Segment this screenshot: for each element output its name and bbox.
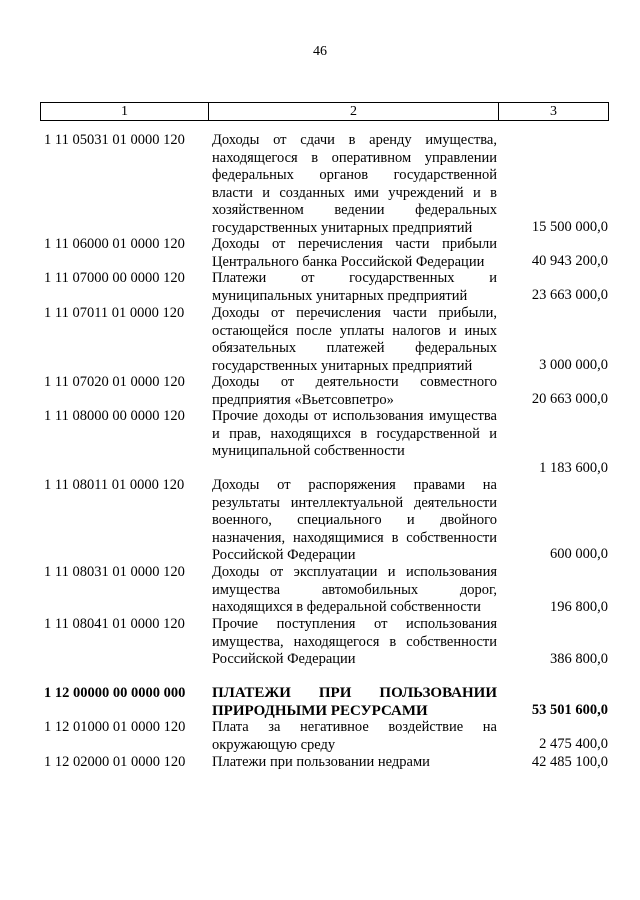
- row-code: 1 11 05031 01 0000 120: [44, 132, 185, 148]
- row-code: 1 11 07011 01 0000 120: [44, 305, 185, 321]
- row-amount: 23 663 000,0: [531, 287, 608, 303]
- row-amount: 2 475 400,0: [539, 736, 608, 752]
- row-amount: 196 800,0: [550, 599, 608, 615]
- column-header-table: [40, 102, 609, 121]
- row-description: Платежи от государственных и муниципальных унитарных предприятий: [212, 270, 497, 304]
- row-code: 1 11 08031 01 0000 120: [44, 564, 185, 580]
- row-code: 1 11 06000 01 0000 120: [44, 236, 185, 252]
- row-amount: 15 500 000,0: [531, 219, 608, 235]
- row-description: Плата за негативное воздействие на окружающую среду: [212, 719, 497, 753]
- column-header-2: 2: [209, 103, 499, 121]
- row-amount: 40 943 200,0: [531, 253, 608, 269]
- row-description: Доходы от перечисления части прибыли, остающейся после уплаты налогов и иных обязательных платежей федеральных государственных унитарных предприятий: [212, 305, 497, 374]
- row-code: 1 11 07000 00 0000 120: [44, 270, 185, 286]
- row-description: Доходы от сдачи в аренду имущества, находящегося в оперативном управлении федеральных органов государственной власти и созданных ими учреждений и в хозяйственном ведении федеральных государственных унитарных предприятий: [212, 132, 497, 236]
- row-description: ПЛАТЕЖИ ПРИ ПОЛЬЗОВАНИИ ПРИРОДНЫМИ РЕСУРСАМИ: [212, 685, 497, 719]
- row-code: 1 11 08011 01 0000 120: [44, 477, 185, 493]
- row-description: Доходы от эксплуатации и использования имущества автомобильных дорог, находящихся в федеральной собственности: [212, 564, 497, 615]
- row-code: 1 12 02000 01 0000 120: [44, 754, 186, 770]
- row-description: Прочие поступления от использования имущества, находящегося в собственности Российской Федерации: [212, 616, 497, 667]
- row-amount: 1 183 600,0: [539, 460, 608, 476]
- row-description: Доходы от перечисления части прибыли Центрального банка Российской Федерации: [212, 236, 497, 270]
- column-header-1: 1: [41, 103, 209, 121]
- row-amount: 20 663 000,0: [531, 391, 608, 407]
- row-code: 1 11 08000 00 0000 120: [44, 408, 185, 424]
- page-number: 46: [313, 44, 327, 59]
- row-amount: 600 000,0: [550, 546, 608, 562]
- row-amount: 386 800,0: [550, 651, 608, 667]
- row-code: 1 12 00000 00 0000 000: [44, 685, 186, 701]
- column-header-row: [41, 103, 609, 121]
- row-amount: 42 485 100,0: [531, 754, 608, 770]
- row-code: 1 12 01000 01 0000 120: [44, 719, 186, 735]
- row-amount: 53 501 600,0: [531, 702, 608, 718]
- row-description: Доходы от распоряжения правами на результаты интеллектуальной деятельности военного, специального и двойного назначения, находящимися в собственности Российской Федерации: [212, 477, 497, 563]
- row-description: Прочие доходы от использования имущества и прав, находящихся в государственной и муниципальной собственности: [212, 408, 497, 459]
- row-code: 1 11 08041 01 0000 120: [44, 616, 185, 632]
- row-code: 1 11 07020 01 0000 120: [44, 374, 185, 390]
- row-description: Платежи при пользовании недрами: [212, 754, 430, 770]
- row-description: Доходы от деятельности совместного предприятия «Вьетсовпетро»: [212, 374, 497, 408]
- row-amount: 3 000 000,0: [539, 357, 608, 373]
- column-header-3: 3: [499, 103, 609, 121]
